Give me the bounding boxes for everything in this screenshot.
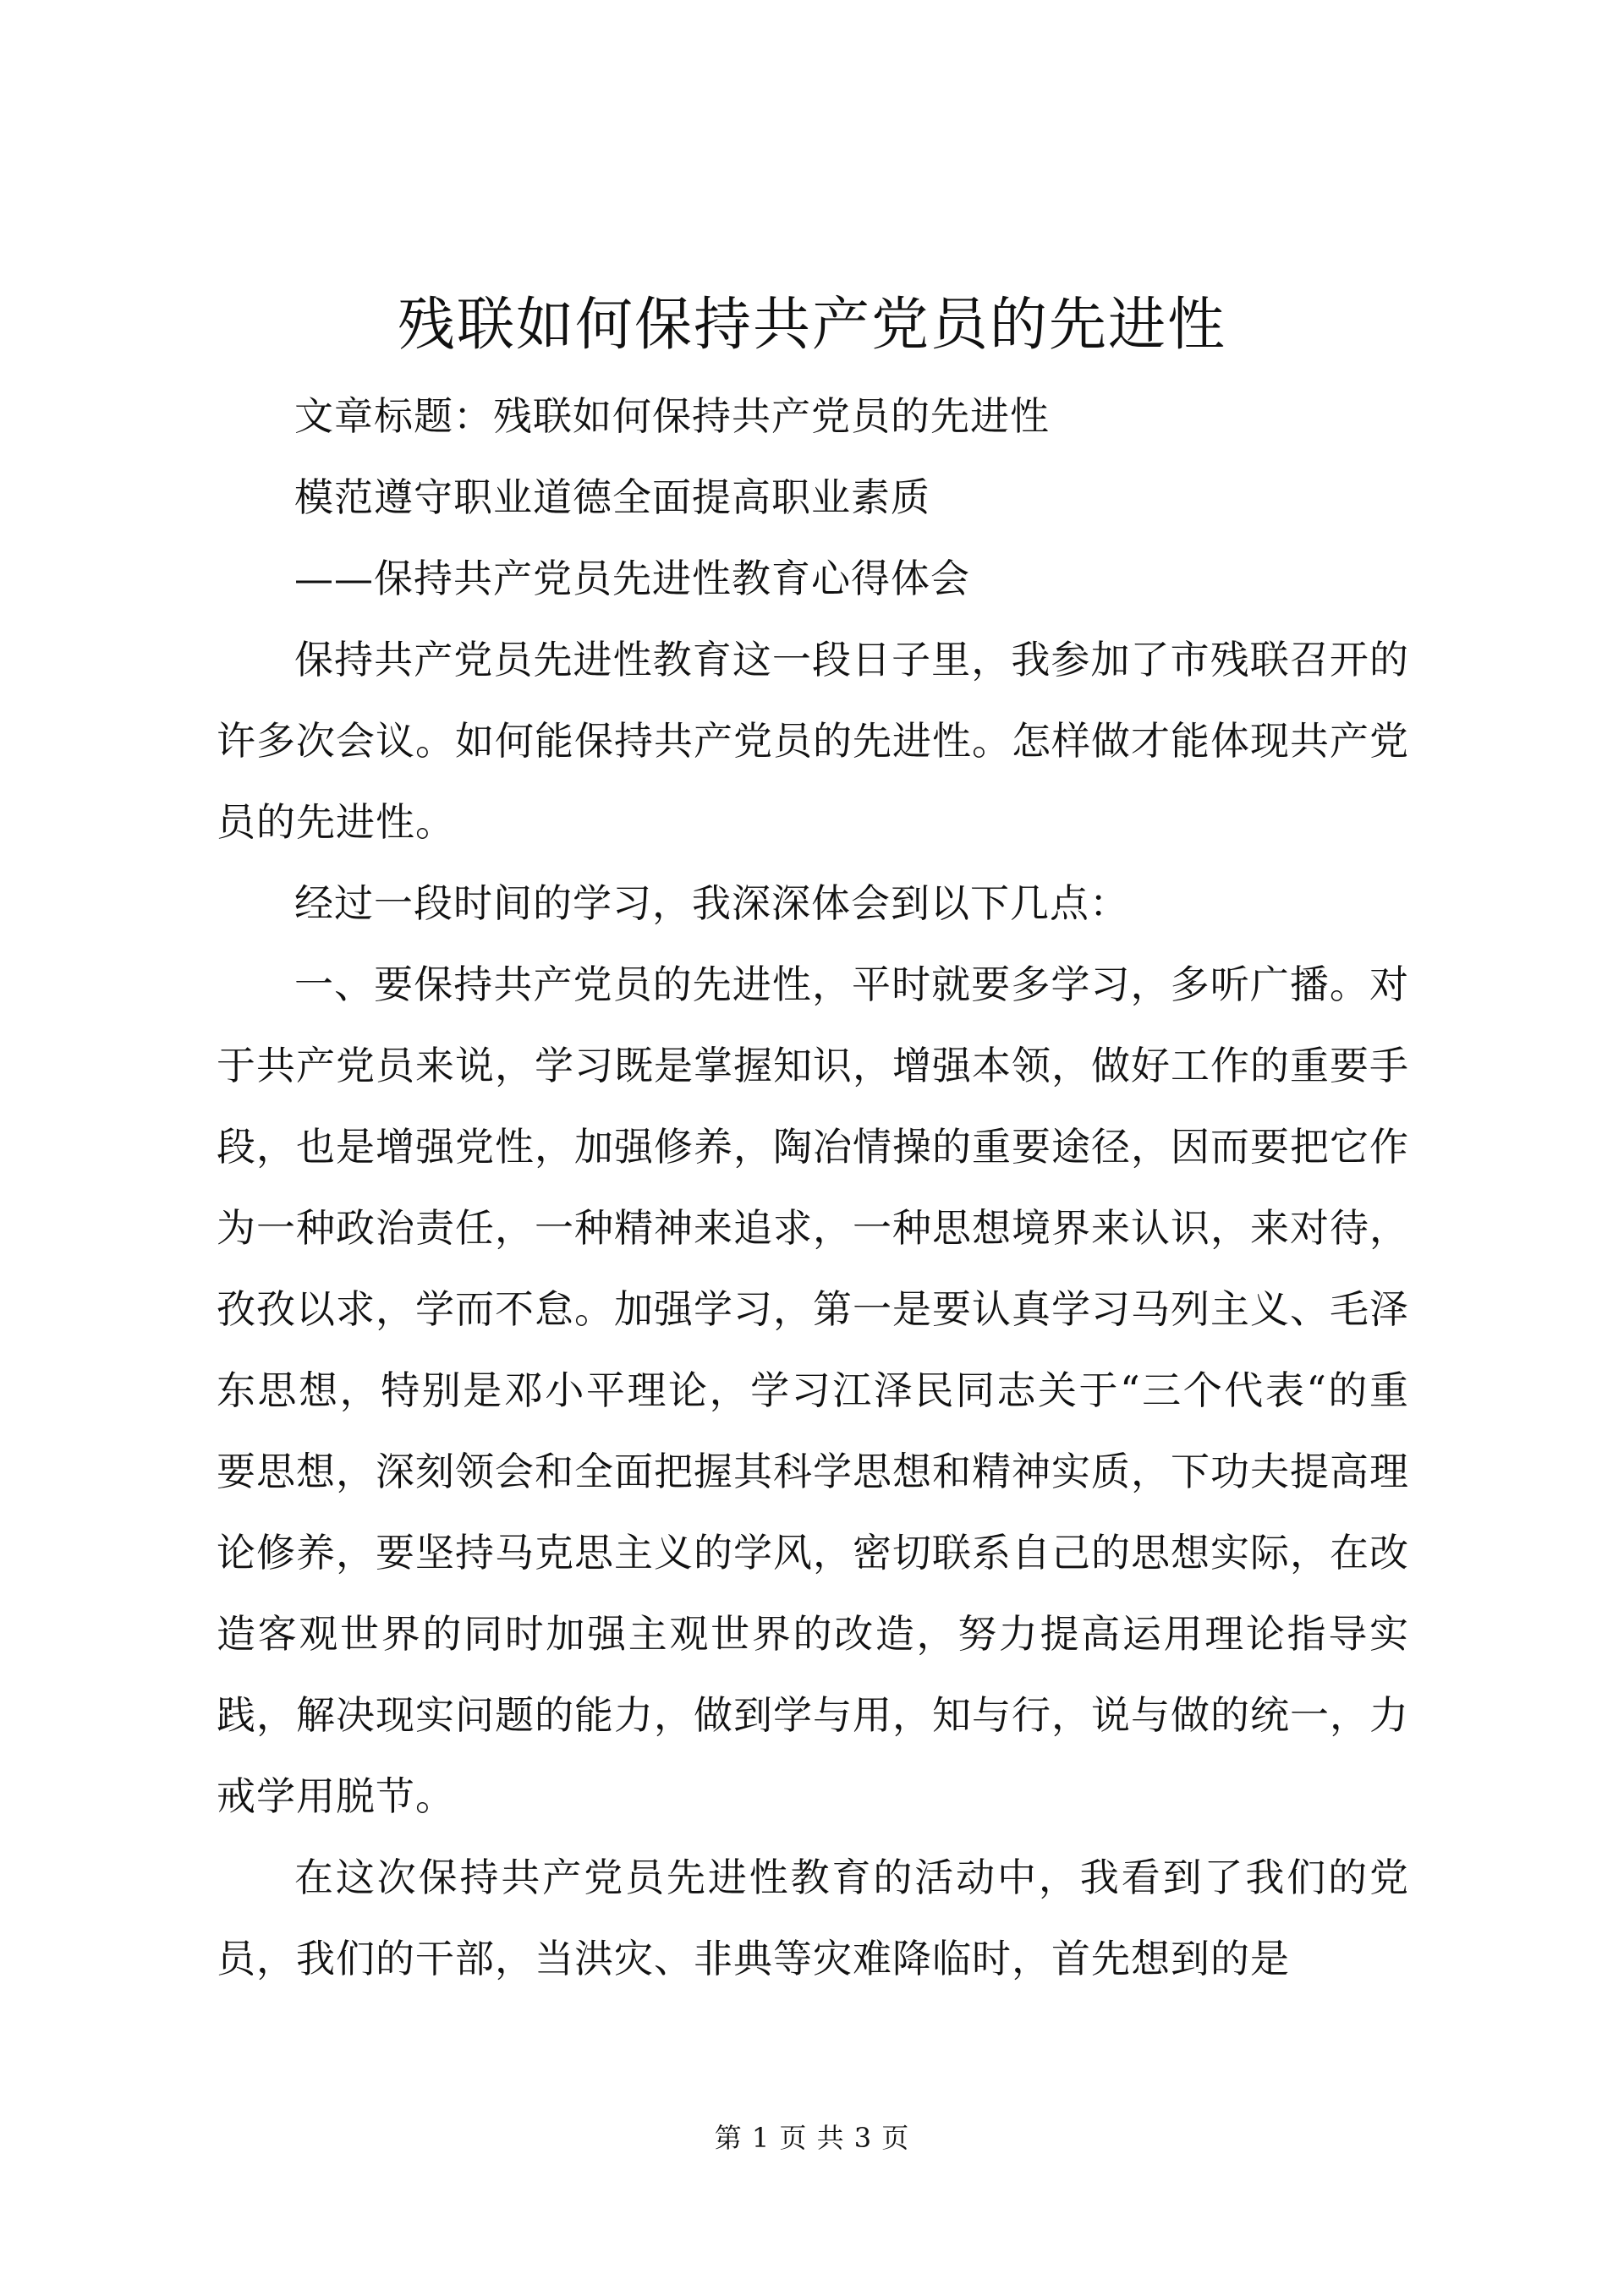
article-title-line: 文章标题：残联如何保持共产党员的先进性: [294, 393, 1050, 439]
paragraph: 在这次保持共产党员先进性教育的活动中，我看到了我们的党员，我们的干部，当洪灾、非典等灾难降临时，首先想到的是: [217, 1855, 1409, 1981]
paragraph: 保持共产党员先进性教育这一段日子里，我参加了市残联召开的许多次会议。如何能保持共产党员的先进性。怎样做才能体现共产党员的先进性。: [217, 637, 1409, 845]
paragraph: 经过一段时间的学习，我深深体会到以下几点：: [294, 880, 1129, 926]
paragraph: 一、要保持共产党员的先进性，平时就要多学习，多听广播。对于共产党员来说，学习既是掌握知识，增强本领，做好工作的重要手段，也是增强党性，加强修养，陶冶情操的重要途径，因而要把它作为一种政治责任，一种精神来追求，一种思想境界来认识，来对待，孜孜以求，学而不怠。加强学习，第一是要认真学习马列主义、毛泽东思想，特别是邓小平理论，学习江泽民同志关于“三个代表“的重要思想，深刻领会和全面把握其科学思想和精神实质，下功夫提高理论修养，要坚持马克思主义的学风，密切联系自己的思想实际，在改造客观世界的同时加强主观世界的改造，努力提高运用理论指导实践，解决现实问题的能力，做到学与用，知与行，说与做的统一，力戒学用脱节。: [217, 962, 1409, 1819]
document-title: 残联如何保持共产党员的先进性: [397, 292, 1226, 359]
page-footer: 第 1 页 共 3 页: [714, 2122, 910, 2154]
subtitle-line: 模范遵守职业道德全面提高职业素质: [294, 474, 930, 520]
document-body: [217, 375, 1409, 1999]
subtitle-line-2: ——保持共产党员先进性教育心得体会: [294, 556, 970, 601]
